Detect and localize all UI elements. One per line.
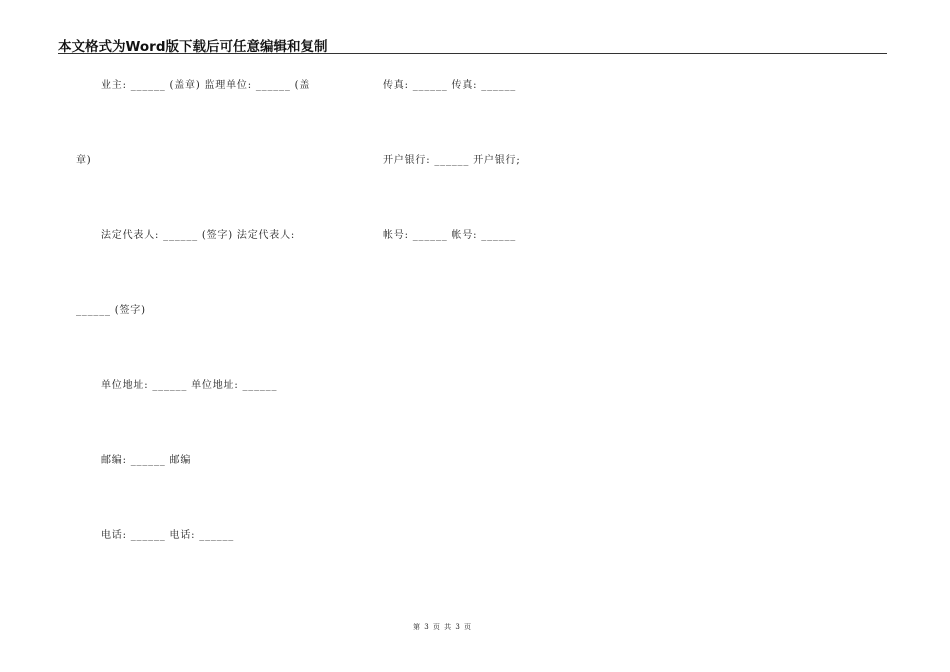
page-number: 第 3 页 共 3 页 [412, 623, 473, 631]
owner-supervisor-line: 业主: ______ (盖章) 监理单位: ______ (盖 [101, 80, 311, 91]
account-line: 帐号: ______ 帐号: ______ [383, 230, 517, 241]
legal-representative-line: 法定代表人: ______ (签字) 法定代表人: [101, 230, 296, 241]
seal-continuation-line: 章) [76, 155, 92, 166]
signature-continuation-line: ______ (签字) [76, 305, 146, 316]
postcode-line: 邮编: ______ 邮编 [101, 455, 192, 466]
header-divider [58, 53, 887, 54]
phone-line: 电话: ______ 电话: ______ [101, 530, 235, 541]
bank-line: 开户银行: ______ 开户银行; [383, 155, 521, 166]
address-line: 单位地址: ______ 单位地址: ______ [101, 380, 278, 391]
page-header-title: 本文格式为Word版下载后可任意编辑和复制 [58, 39, 328, 55]
fax-line: 传真: ______ 传真: ______ [383, 80, 517, 91]
